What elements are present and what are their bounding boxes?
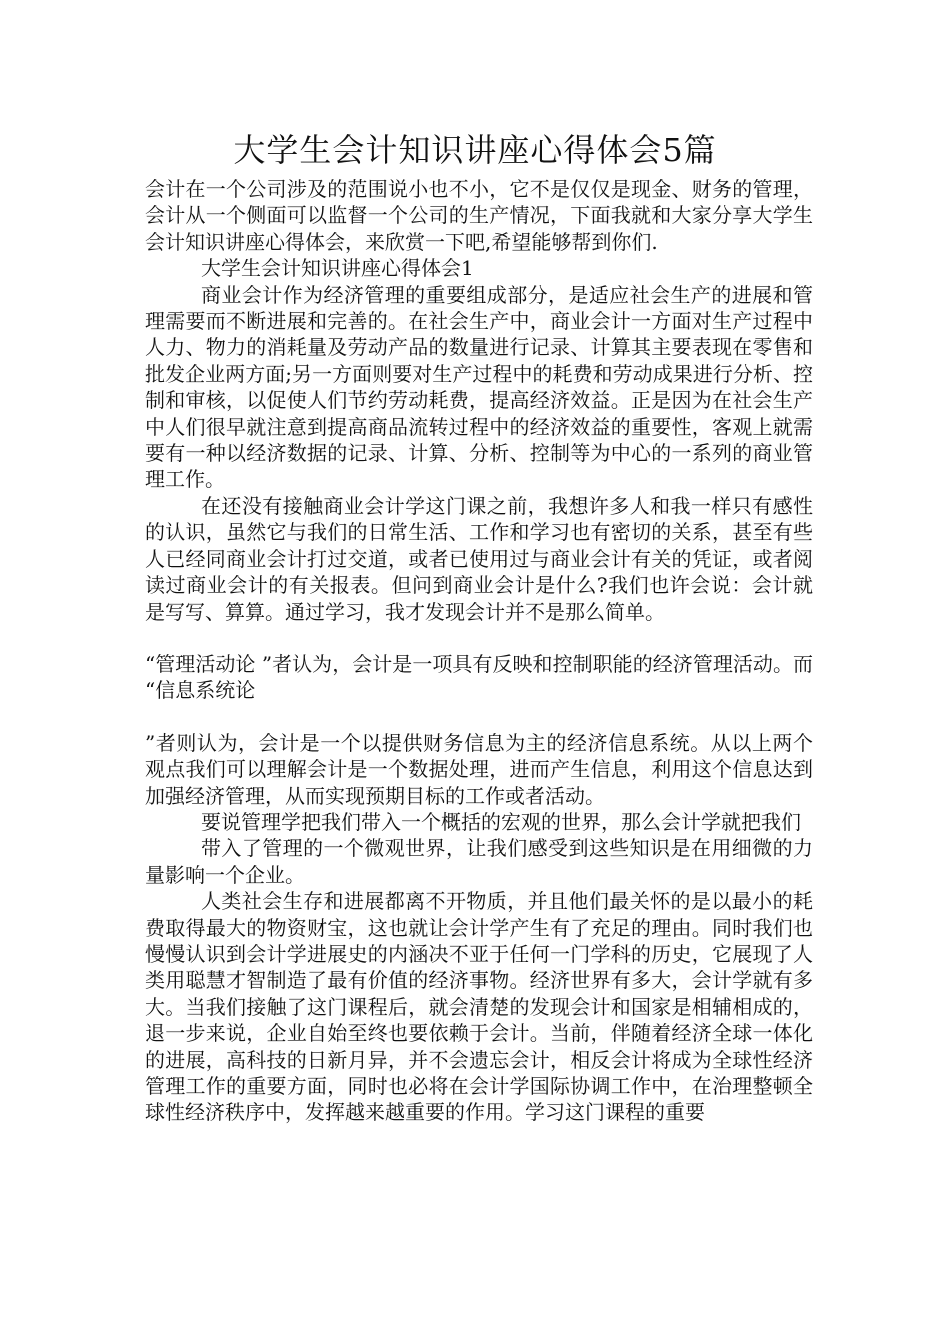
body-paragraph: 在还没有接触商业会计学这门课之前，我想许多人和我一样只有感性的认识，虽然它与我们的日常生活、工作和学习也有密切的关系，甚至有些人已经同商业会计打过交道，或者已使用过与商业会计有关的凭证，或者阅读过商业会计的有关报表。但问到商业会计是什么?我们也许会说：会计就是写写、算算。通过学习，我才发现会计并不是那么简单。 <box>145 493 813 624</box>
intro-paragraph: 会计在一个公司涉及的范围说小也不小，它不是仅仅是现金、财务的管理，会计从一个侧面可以监督一个公司的生产情况，下面我就和大家分享大学生会计知识讲座心得体会，来欣赏一下吧,希望能够帮到你们. <box>145 177 813 254</box>
body-paragraph: “管理活动论 ”者认为，会计是一项具有反映和控制职能的经济管理活动。而 “信息系统论 <box>145 651 813 703</box>
document-body <box>145 176 813 1126</box>
body-paragraph: ”者则认为，会计是一个以提供财务信息为主的经济信息系统。从以上两个观点我们可以理解会计是一个数据处理，进而产生信息，利用这个信息达到加强经济管理，从而实现预期目标的工作或者活动。 <box>145 730 813 808</box>
body-paragraph: 人类社会生存和进展都离不开物质，并且他们最关怀的是以最小的耗费取得最大的物资财宝，这也就让会计学产生有了充足的理由。同时我们也慢慢认识到会计学进展史的内涵决不亚于任何一门学科的历史，它展现了人类用聪慧才智制造了最有价值的经济事物。经济世界有多大，会计学就有多大。当我们接触了这门课程后，就会清楚的发现会计和国家是相辅相成的，退一步来说，企业自始至终也要依赖于会计。当前，伴随着经济全球一体化的进展，高科技的日新月异，并不会遗忘会计，相反会计将成为全球性经济管理工作的重要方面，同时也必将在会计学国际协调工作中，在治理整顿全球性经济秩序中，发挥越来越重要的作用。学习这门课程的重要 <box>145 889 813 1125</box>
body-paragraph: 要说管理学把我们带入一个概括的宏观的世界，那么会计学就把我们 <box>201 809 801 834</box>
section-heading: 大学生会计知识讲座心得体会1 <box>201 256 474 281</box>
document-title: 大学生会计知识讲座心得体会5篇 <box>233 131 717 169</box>
body-paragraph: 带入了管理的一个微观世界，让我们感受到这些知识是在用细微的力量影响一个企业。 <box>145 836 813 887</box>
body-paragraph: 商业会计作为经济管理的重要组成部分，是适应社会生产的进展和管理需要而不断进展和完善的。在社会生产中，商业会计一方面对生产过程中人力、物力的消耗量及劳动产品的数量进行记录、计算其主要表现在零售和批发企业两方面;另一方面则要对生产过程中的耗费和劳动成果进行分析、控制和审核，以促使人们节约劳动耗费，提高经济效益。正是因为在社会生产中人们很早就注意到提高商品流转过程中的经济效益的重要性，客观上就需要有一种以经济数据的记录、计算、分析、控制等为中心的一系列的商业管理工作。 <box>145 282 813 492</box>
